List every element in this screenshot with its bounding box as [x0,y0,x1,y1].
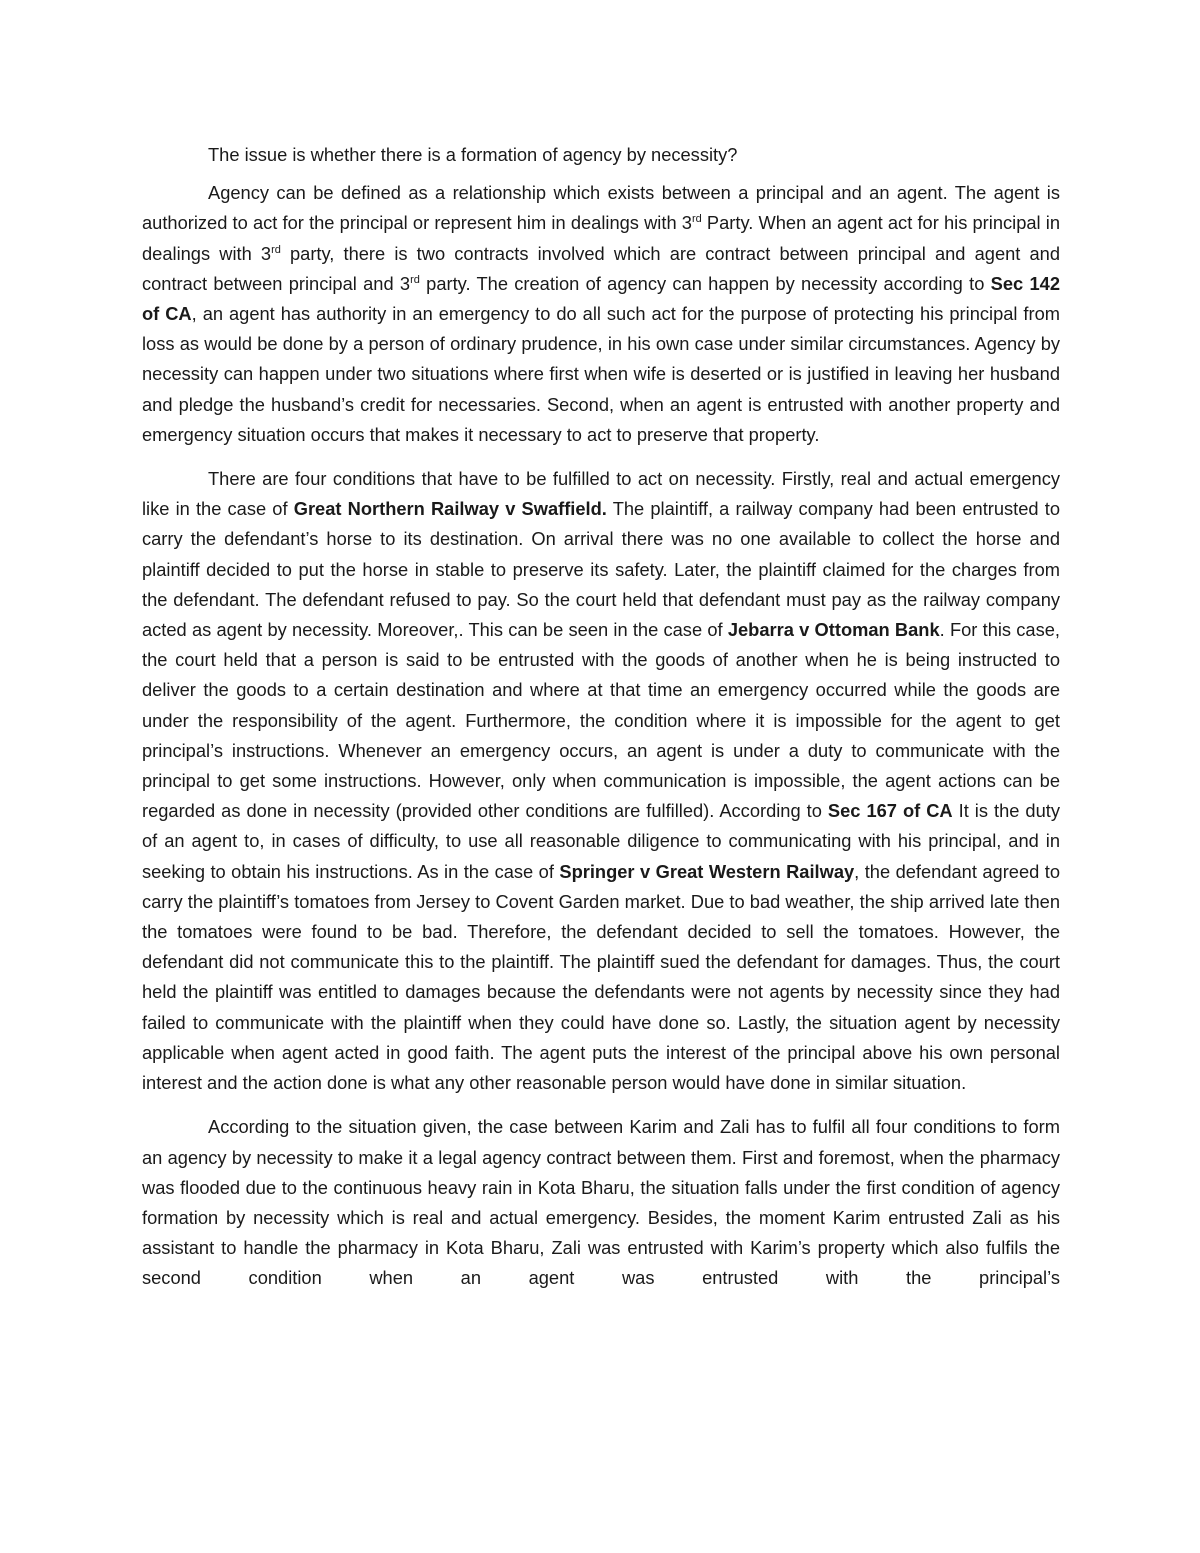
paragraph-application: According to the situation given, the case between Karim and Zali has to fulfil all four conditions to form an agency by necessity to make it a legal agency contract between them. First and foremost, when the pharmacy was flooded due to the continuous heavy rain in Kota Bharu, the situation falls under the first condition of agency formation by necessity which is real and actual emergency. Besides, the moment Karim entrusted Zali as his assistant to handle the pharmacy in Kota Bharu, Zali was entrusted with Karim’s property which also fulfils the second condition when an agent was entrusted with the principal’s [142,1116,1060,1289]
paragraph-agency-definition [142,178,1060,450]
text-span: Agency can be defined as a relationship which exists between a principal and an agent. The agent is authorized to act for the principal or represent him in dealings with 3 [142,182,1060,234]
text-span: party, there is two contracts involved which are contract between principal and agent and contract between principal and 3 [142,242,1061,294]
text-span: Party. When an agent act for his principal in dealings with 3 [142,212,1061,264]
text-span: , an agent has authority in an emergency to do all such act for the purpose of protecting his principal from loss as would be done by a person of ordinary prudence, in his own case under similar circumstances. Agency by necessity can happen under two situations where first when wife is deserted or is justified in leaving her husband and pledge the husband’s credit for necessaries. Second, when an agent is entrusted with another property and emergency situation occurs that makes it necessary to act to preserve that property. [142,303,1060,445]
statute-reference: Sec 142 of CA [142,272,1060,325]
text-span: It is the duty of an agent to, in cases of difficulty, to use all reasonable diligence to communicating with his principal, and in seeking to obtain his instructions. As in the case of [142,800,1060,882]
ordinal-suffix: rd [691,213,702,226]
ordinal-suffix: rd [410,273,420,286]
text-span: . For this case, the court held that a person is said to be entrusted with the goods of another when he is being instructed to deliver the goods to a certain destination and where at that time an emergency occurred while the goods are under the responsibility of the agent. Furthermore, the condition where it is impossible for the agent to get principal’s instructions. Whenever an emergency occurs, an agent is under a duty to communicate with the principal to get some instructions. However, only when communication is impossible, the agent actions can be regarded as done in necessity (provided other conditions are fulfilled). According to [142,619,1060,822]
text-span: party. The creation of agency can happen by necessity according to [419,272,991,294]
statute-reference: Sec 167 of CA [827,800,953,822]
case-name: Jebarra v Ottoman Bank [727,619,940,641]
text-span: The plaintiff, a railway company had been entrusted to carry the defendant’s horse to its destination. On arrival there was no one available to collect the horse and plaintiff decided to put the horse in stable to preserve its safety. Later, the plaintiff claimed for the charges from the defendant. The defendant refused to pay. So the court held that defendant must pay as the railway company acted as agent by necessity. Moreover,. This can be seen in the case of [142,498,1060,641]
ordinal-suffix: rd [271,243,281,256]
case-name: Springer v Great Western Railway [559,860,855,882]
case-name: Great Northern Railway v Swaffield. [293,498,607,520]
document-body [142,140,1060,1308]
text-span: , the defendant agreed to carry the plaintiff’s tomatoes from Jersey to Covent Garden market. Due to bad weather, the ship arrived late then the tomatoes were found to be bad. Therefore, the defendant decided to sell the tomatoes. However, the defendant did not communicate this to the plaintiff. The plaintiff sued the defendant for damages. Thus, the court held the plaintiff was entitled to damages because the defendants were not agents by necessity since they had failed to communicate with the plaintiff when they could have done so. Lastly, the situation agent by necessity applicable when agent acted in good faith. The agent puts the interest of the principal above his own personal interest and the action done is what any other reasonable person would have done in similar situation. [142,860,1060,1094]
text-span: There are four conditions that have to be fulfilled to act on necessity. Firstly, real and actual emergency like in the case of [142,468,1060,520]
paragraph-four-conditions [142,464,1060,1098]
issue-statement: The issue is whether there is a formation of agency by necessity? [208,144,738,165]
